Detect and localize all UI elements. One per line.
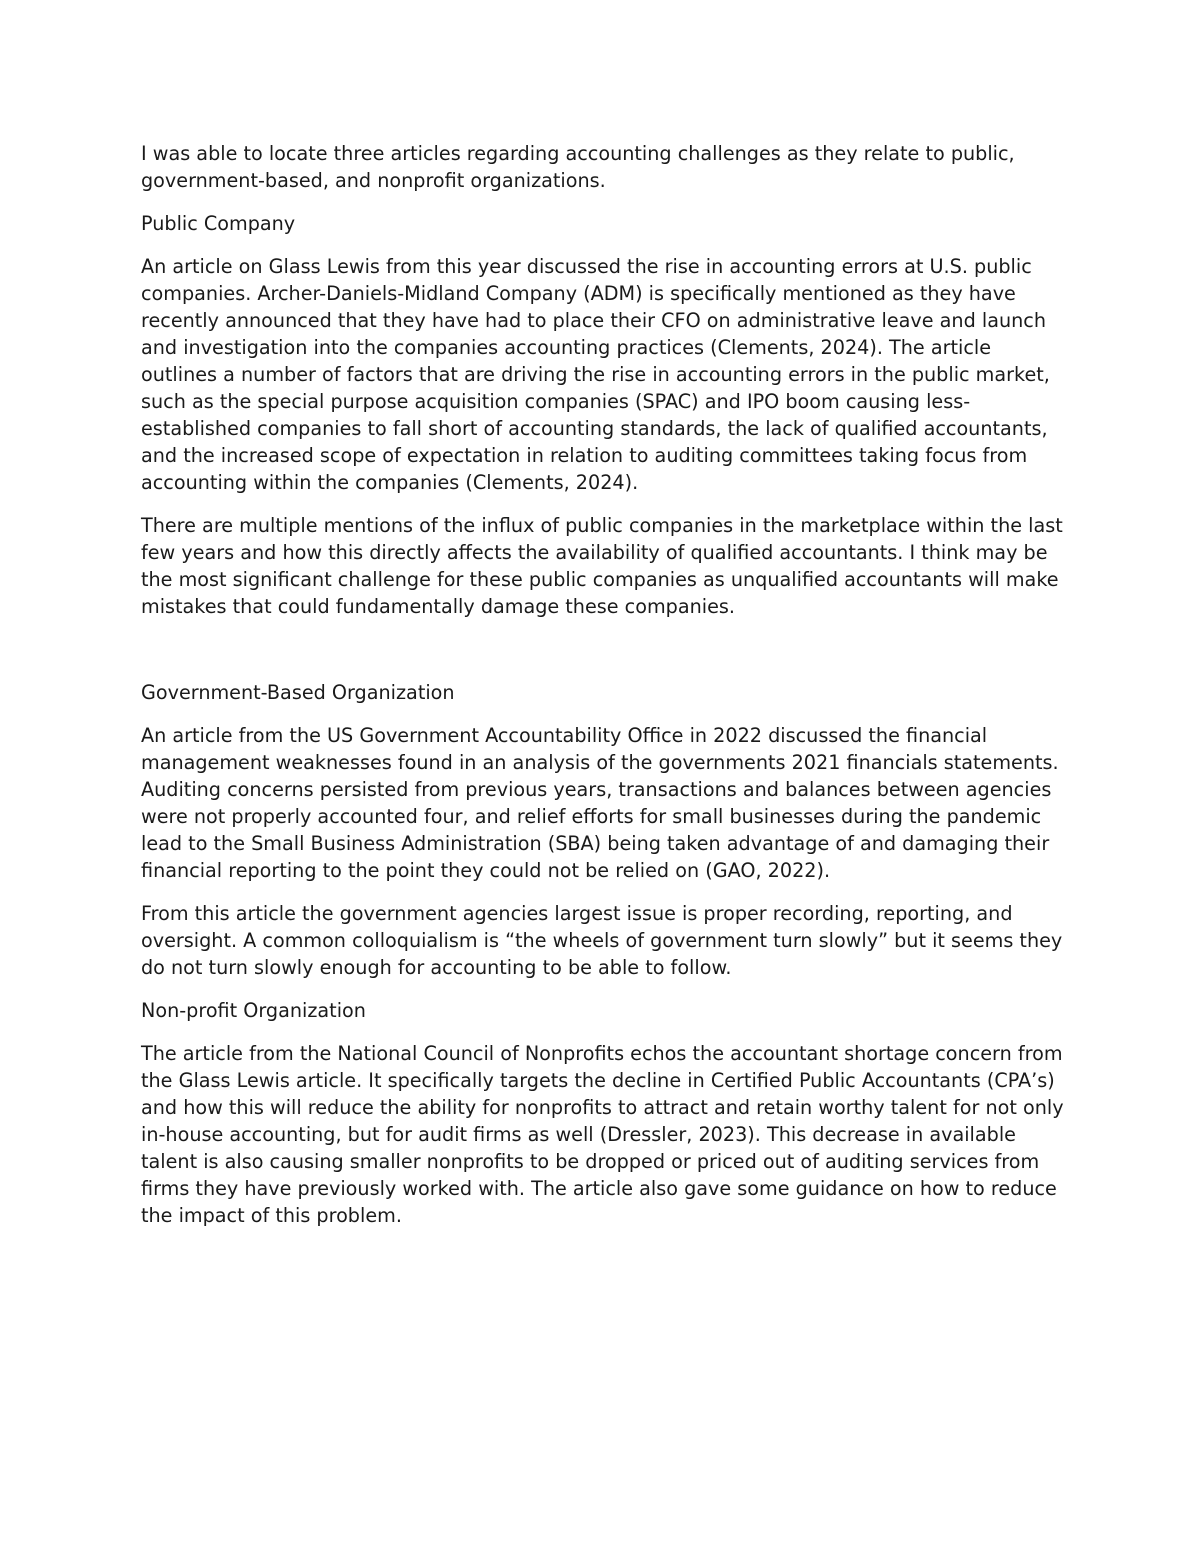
government-paragraph-2: From this article the government agencies largest issue is proper recording, reporting, and oversight. A common colloquialism is “the wheels of government turn slowly” but it seems they do not turn slowly enough for accounting to be able to follow. <box>141 902 1063 979</box>
blank-line <box>141 636 1066 679</box>
intro-paragraph: I was able to locate three articles regarding accounting challenges as they relate to public, government-based, and nonprofit organizations. <box>141 142 1015 192</box>
government-paragraph-1: An article from the US Government Accountability Office in 2022 discussed the financial management weaknesses found in an analysis of the governments 2021 financials statements. Auditing concerns persisted from previous years, transactions and balances between agencies were not properly accounted four, and relief efforts for small businesses during the pandemic lead to the Small Business Administration (SBA) being taken advantage of and damaging their financial reporting to the point they could not be relied on (GAO, 2022). <box>141 724 1059 882</box>
document-page <box>141 140 1066 1245</box>
section-heading-government-based: Government-Based Organization <box>141 681 455 704</box>
section-heading-public-company: Public Company <box>141 212 296 235</box>
public-company-paragraph-1: An article on Glass Lewis from this year discussed the rise in accounting errors at U.S. public companies. Archer-Daniels-Midland Company (ADM) is specifically mentioned as they have recently announced that they have had to place their CFO on administrative leave and launch and investigation into the companies accounting practices (Clements, 2024). The article outlines a number of factors that are driving the rise in accounting errors in the public market, such as the special purpose acquisition companies (SPAC) and IPO boom causing less-established companies to fall short of accounting standards, the lack of qualified accountants, and the increased scope of expectation in relation to auditing committees taking focus from accounting within the companies (Clements, 2024). <box>141 255 1050 494</box>
non-profit-paragraph-1: The article from the National Council of Nonprofits echos the accountant shortage concern from the Glass Lewis article. It specifically targets the decline in Certified Public Accountants (CPA’s) and how this will reduce the ability for nonprofits to attract and retain worthy talent for not only in-house accounting, but for audit firms as well (Dressler, 2023). This decrease in available talent is also causing smaller nonprofits to be dropped or priced out of auditing services from firms they have previously worked with. The article also gave some guidance on how to reduce the impact of this problem. <box>141 1042 1064 1227</box>
section-heading-non-profit: Non-profit Organization <box>141 999 366 1022</box>
public-company-paragraph-2: There are multiple mentions of the influx of public companies in the marketplace within the last few years and how this directly affects the availability of qualified accountants. I think may be the most significant challenge for these public companies as unqualified accountants will make mistakes that could fundamentally damage these companies. <box>141 514 1063 618</box>
